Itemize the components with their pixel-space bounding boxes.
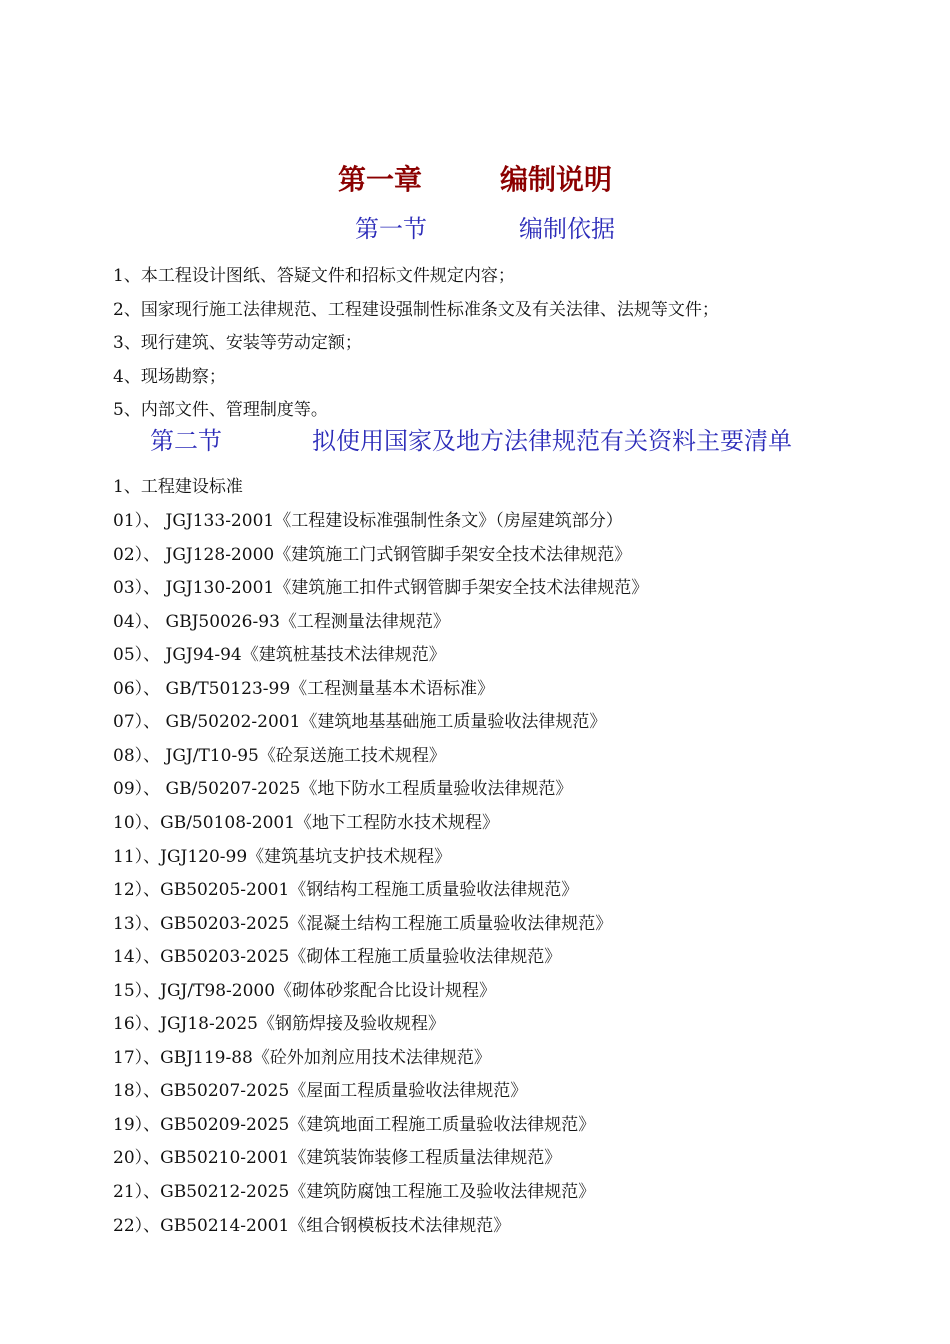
list-item: 07）、 GB/50202-2001《建筑地基基础施工质量验收法律规范》 — [113, 712, 607, 733]
section-number: 第二节 — [150, 427, 222, 455]
list-item: 12）、GB50205-2001《钢结构工程施工质量验收法律规范》 — [113, 880, 579, 901]
list-item: 15）、JGJ/T98-2000《砌体砂浆配合比设计规程》 — [113, 980, 497, 1001]
chapter-title: 编制说明 — [500, 163, 613, 196]
list-item: 21）、GB50212-2025《建筑防腐蚀工程施工及验收法律规范》 — [113, 1182, 596, 1202]
standards-subheading: 1、工程建设标准 — [113, 477, 243, 497]
chapter-heading — [0, 160, 950, 200]
section-title: 编制依据 — [519, 215, 615, 243]
list-item: 01）、 JGJ133-2001《工程建设标准强制性条文》（房屋建筑部分） — [113, 511, 623, 531]
list-item: 11）、JGJ120-99《建筑基坑支护技术规程》 — [113, 846, 452, 867]
list-item: 3、现行建筑、安装等劳动定额； — [113, 333, 362, 354]
chapter-number: 第一章 — [337, 163, 422, 196]
section-heading-2 — [150, 424, 792, 458]
list-item: 4、现场勘察； — [113, 366, 226, 387]
section-title: 拟使用国家及地方法律规范有关资料主要清单 — [312, 427, 792, 455]
list-item: 20）、GB50210-2001《建筑装饰装修工程质量法律规范》 — [113, 1148, 562, 1169]
list-item: 17）、GBJ119-88《砼外加剂应用技术法律规范》 — [113, 1047, 491, 1068]
section-heading-1 — [355, 212, 615, 246]
list-item: 08）、 JGJ/T10-95《砼泵送施工技术规程》 — [113, 745, 446, 766]
list-item: 14）、GB50203-2025《砌体工程施工质量验收法律规范》 — [113, 947, 562, 968]
list-item: 06）、 GB/T50123-99《工程测量基本术语标准》 — [113, 678, 495, 699]
list-item: 22）、GB50214-2001《组合钢模板技术法律规范》 — [113, 1215, 511, 1236]
list-item: 03）、 JGJ130-2001《建筑施工扣件式钢管脚手架安全技术法律规范》 — [113, 578, 649, 599]
list-item: 16）、JGJ18-2025《钢筋焊接及验收规程》 — [113, 1014, 445, 1035]
list-item: 13）、GB50203-2025《混凝土结构工程施工质量验收法律规范》 — [113, 913, 613, 934]
list-item: 04）、 GBJ50026-93《工程测量法律规范》 — [113, 611, 450, 632]
list-item: 02）、 JGJ128-2000《建筑施工门式钢管脚手架安全技术法律规范》 — [113, 544, 632, 565]
list-item: 2、国家现行施工法律规范、工程建设强制性标准条文及有关法律、法规等文件； — [113, 299, 719, 320]
list-item: 05）、 JGJ94-94《建筑桩基技术法律规范》 — [113, 645, 446, 666]
section-number: 第一节 — [355, 215, 427, 243]
list-item: 5、内部文件、管理制度等。 — [113, 400, 328, 421]
list-item: 19）、GB50209-2025《建筑地面工程施工质量验收法律规范》 — [113, 1114, 596, 1135]
list-item: 18）、GB50207-2025《屋面工程质量验收法律规范》 — [113, 1081, 528, 1102]
list-item: 10）、GB/50108-2001《地下工程防水技术规程》 — [113, 812, 500, 833]
list-item: 1、本工程设计图纸、答疑文件和招标文件规定内容； — [113, 266, 515, 286]
list-item: 09）、 GB/50207-2025《地下防水工程质量验收法律规范》 — [113, 779, 573, 800]
